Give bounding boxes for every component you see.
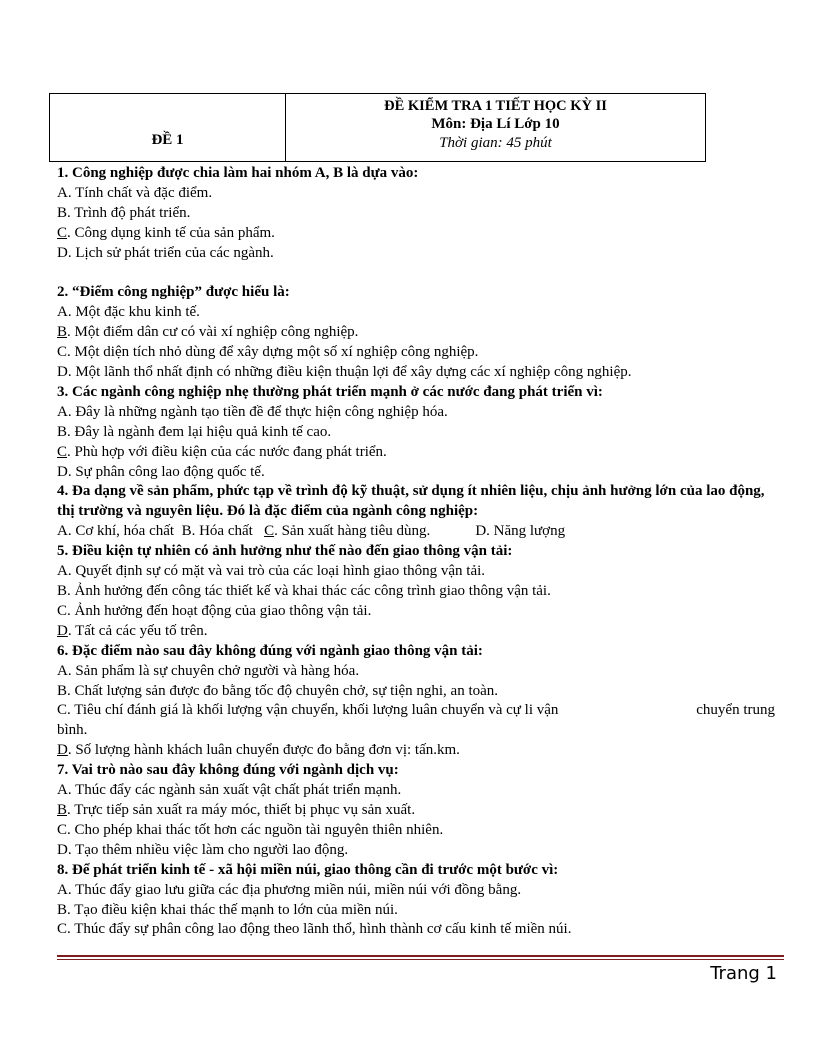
option-5c: C. Ảnh hưởng đến hoạt động của giao thông vận tải. <box>57 602 372 619</box>
option-3b: B. Đây là ngành đem lại hiệu quả kinh tế cao. <box>57 423 332 440</box>
option-1b: B. Trình độ phát triển. <box>57 204 191 221</box>
option-2b: B. Một điểm dân cư có vài xí nghiệp công nghiệp. <box>57 324 359 341</box>
option-8c: C. Thúc đẩy sự phân công lao động theo lãnh thổ, hình thành cơ cấu kinh tế miền núi. <box>57 921 572 938</box>
option-row-4 <box>57 522 775 542</box>
option-7d: D. Tạo thêm nhiều việc làm cho người lao động. <box>57 841 349 858</box>
question-7: 7. Vai trò nào sau đây không đúng với ngành dịch vụ: <box>57 762 399 779</box>
option-1d: D. Lịch sử phát triển của các ngành. <box>57 244 274 261</box>
question-4: 4. Đa dạng về sản phẩm, phức tạp về trình độ kỹ thuật, sử dụng ít nhiên liệu, chịu ảnh hưởng lớn của lao động, thị trường và nguyên liệu. Đó là đặc điểm của ngành công nghiệp: <box>57 483 765 520</box>
page-number: Trang 1 <box>710 963 777 984</box>
option-4c: . Sản xuất hàng tiêu dùng. <box>274 523 431 540</box>
option-5d: D. Tất cả các yếu tố trên. <box>57 622 208 639</box>
exam-subject: Môn: Địa Lí Lớp 10 <box>431 116 560 132</box>
option-4c-key: C <box>264 523 275 540</box>
question-3: 3. Các ngành công nghiệp nhẹ thường phát triển mạnh ở các nước đang phát triển vì: <box>57 383 603 400</box>
option-8b: B. Tạo điều kiện khai thác thế mạnh to lớn của miền núi. <box>57 901 398 918</box>
question-1: 1. Công nghiệp được chia làm hai nhóm A, B là dựa vào: <box>57 165 419 181</box>
option-6c: C. Tiêu chí đánh giá là khối lượng vận chuyển, khối lượng luân chuyển và cự li vận chuyển trung <box>57 702 775 719</box>
spacer <box>57 264 775 284</box>
option-2a: A. Một đặc khu kinh tế. <box>57 304 200 321</box>
option-5a: A. Quyết định sự có mặt và vai trò của các loại hình giao thông vận tải. <box>57 563 486 580</box>
exam-header-table <box>49 93 706 162</box>
option-1c: C. Công dụng kinh tế của sản phẩm. <box>57 224 275 241</box>
option-7b: B. Trực tiếp sản xuất ra máy móc, thiết bị phục vụ sản xuất. <box>57 801 416 818</box>
exam-title: ĐỀ KIỂM TRA 1 TIẾT HỌC KỲ II <box>384 98 607 114</box>
option-2d: D. Một lãnh thổ nhất định có những điều kiện thuận lợi để xây dựng các xí nghiệp công nghiệp. <box>57 364 632 381</box>
option-4a: A. Cơ khí, hóa chất <box>57 523 175 540</box>
option-4d: D. Năng lượng <box>475 523 566 540</box>
option-7c: C. Cho phép khai thác tốt hơn các nguồn tài nguyên thiên nhiên. <box>57 821 444 838</box>
footer-divider <box>57 955 784 957</box>
question-6: 6. Đặc điểm nào sau đây không đúng với ngành giao thông vận tải: <box>57 642 483 659</box>
footer-divider-thin <box>57 959 784 960</box>
option-7a: A. Thúc đẩy các ngành sản xuất vật chất phát triển mạnh. <box>57 782 402 799</box>
option-6c-cont: bình. <box>57 722 88 739</box>
option-6b: B. Chất lượng sản được đo bằng tốc độ chuyên chở, sự tiện nghi, an toàn. <box>57 682 499 699</box>
question-list <box>57 164 775 940</box>
option-5b: B. Ảnh hưởng đến công tác thiết kế và khai thác các công trình giao thông vận tải. <box>57 583 551 600</box>
exam-title-cell <box>286 94 706 162</box>
option-3c: C. Phù hợp với điều kiện của các nước đang phát triển. <box>57 443 387 460</box>
exam-code: ĐỀ 1 <box>50 94 286 162</box>
option-1a: A. Tính chất và đặc điểm. <box>57 184 213 201</box>
exam-time: Thời gian: 45 phút <box>439 135 552 151</box>
option-3d: D. Sự phân công lao động quốc tế. <box>57 463 265 480</box>
option-3a: A. Đây là những ngành tạo tiền đề để thực hiện công nghiệp hóa. <box>57 403 448 420</box>
option-6a: A. Sản phẩm là sự chuyên chở người và hàng hóa. <box>57 662 360 679</box>
option-6d: D. Số lượng hành khách luân chuyển được đo bằng đơn vị: tấn.km. <box>57 742 460 759</box>
option-4b: B. Hóa chất <box>181 523 253 540</box>
question-8: 8. Để phát triển kinh tế - xã hội miền núi, giao thông cần đi trước một bước vì: <box>57 861 559 878</box>
option-8a: A. Thúc đẩy giao lưu giữa các địa phương miền núi, miền núi với đồng bằng. <box>57 881 522 898</box>
question-5: 5. Điều kiện tự nhiên có ảnh hưởng như thế nào đến giao thông vận tải: <box>57 543 513 560</box>
option-2c: C. Một diện tích nhỏ dùng để xây dựng một số xí nghiệp công nghiệp. <box>57 344 479 361</box>
question-2: 2. “Điểm công nghiệp” được hiểu là: <box>57 284 290 301</box>
